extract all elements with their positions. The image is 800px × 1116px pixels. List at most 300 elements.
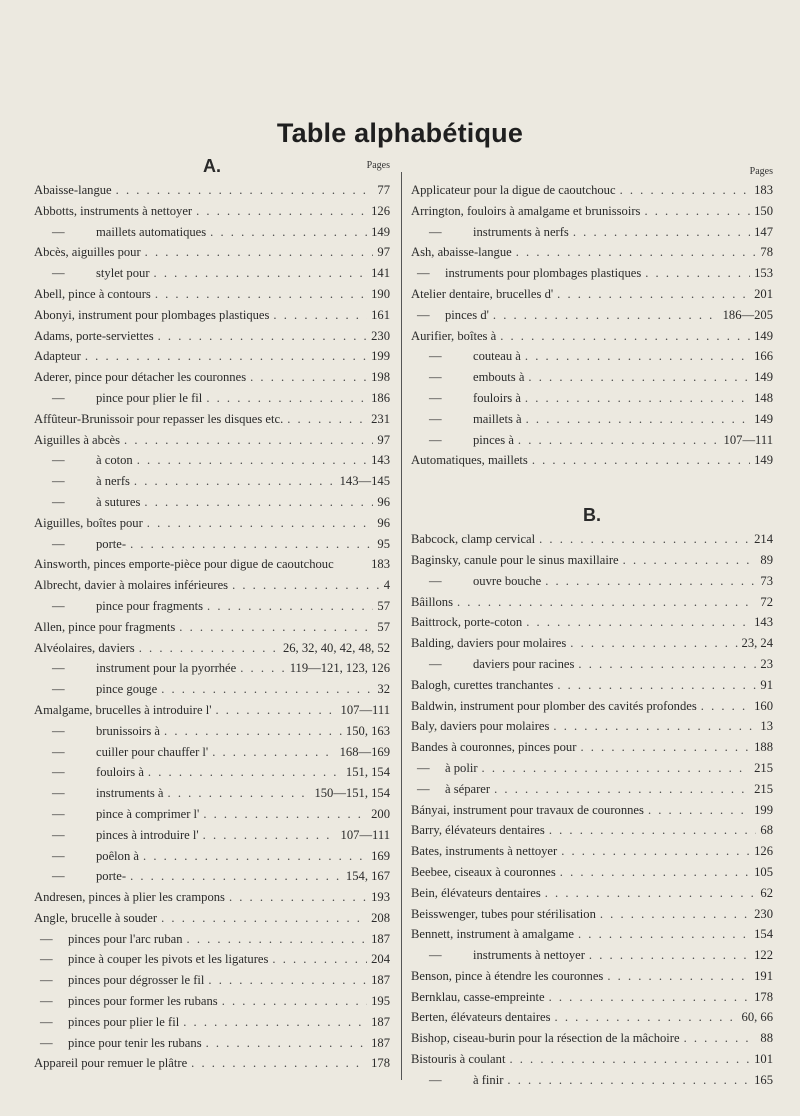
entry-page: 77 — [377, 183, 390, 197]
entry-page: 201 — [754, 286, 773, 301]
index-entry — [411, 800, 773, 821]
entry-text: embouts à — [473, 370, 525, 385]
entry-page: 107—111 — [340, 827, 390, 842]
dot-leader — [578, 654, 756, 675]
index-entry — [411, 529, 773, 550]
entry-page: 32 — [377, 682, 390, 697]
entry-name — [34, 991, 218, 1012]
entry-text: à nerfs — [96, 474, 130, 489]
entry-page: 168—169 — [339, 744, 390, 759]
entry-page: 149 — [371, 224, 390, 239]
entry-text: Automatiques, maillets — [411, 453, 528, 468]
entry-name — [34, 1012, 179, 1033]
index-entry — [34, 949, 390, 970]
entry-page: 199 — [754, 802, 773, 817]
entry-page: 214 — [754, 532, 773, 547]
entry-text: Bernklau, casse-empreinte — [411, 989, 545, 1004]
entry-page: 23, 24 — [741, 636, 773, 651]
dot-leader — [623, 550, 757, 571]
entry-text: pinces pour dégrosser le fil — [68, 973, 205, 988]
dot-leader — [191, 1053, 367, 1074]
entry-name — [34, 825, 199, 846]
dot-leader — [203, 804, 367, 825]
dot-leader — [229, 887, 367, 908]
entry-page: 165 — [754, 1072, 773, 1087]
entry-page: 215 — [754, 781, 773, 796]
index-entry — [411, 571, 773, 592]
dot-leader — [206, 1033, 368, 1054]
entry-page: 57 — [377, 598, 390, 613]
entry-text: pince à comprimer l' — [96, 806, 200, 821]
entry-text: stylet pour — [96, 266, 150, 281]
page-title: Table alphabétique — [276, 118, 524, 148]
entry-name — [411, 550, 619, 571]
entry-name — [34, 970, 204, 991]
dash-mark: — — [52, 827, 65, 842]
entry-name — [411, 904, 596, 925]
entry-page: 149 — [754, 328, 773, 343]
index-entry — [411, 841, 773, 862]
entry-page: 150 — [754, 203, 773, 218]
entry-text: Angle, brucelle à souder — [34, 910, 158, 925]
dot-leader — [644, 201, 750, 222]
entry-page: 187 — [371, 973, 390, 988]
entry-page: 95 — [377, 536, 390, 551]
entry-text: instrument pour la pyorrhée — [96, 661, 237, 676]
entry-page: 122 — [754, 948, 773, 963]
entry-name — [411, 987, 545, 1008]
entry-page: 166 — [754, 349, 773, 364]
dash-mark: — — [40, 1014, 53, 1029]
index-entry — [34, 1053, 390, 1074]
index-entry — [34, 783, 390, 804]
entry-text: Aiguilles à abcès — [34, 432, 121, 447]
dash-mark: — — [52, 224, 65, 239]
entry-page: 230 — [371, 328, 390, 343]
dot-leader — [457, 592, 756, 613]
dot-leader — [500, 326, 750, 347]
index-entry — [34, 700, 390, 721]
index-entry — [34, 596, 390, 617]
dot-leader — [145, 242, 374, 263]
entry-name — [34, 388, 202, 409]
entry-text: pince pour fragments — [96, 598, 204, 613]
entry-page: 178 — [754, 989, 773, 1004]
entry-page: 97 — [377, 432, 390, 447]
entry-page: 230 — [754, 906, 773, 921]
dash-mark: — — [52, 390, 65, 405]
entry-text: à finir — [473, 1072, 504, 1087]
entry-text: Aderer, pince pour détacher les couronnes — [34, 370, 247, 385]
entry-text: Bandes à couronnes, pinces pour — [411, 740, 577, 755]
entry-text: Barry, élévateurs dentaires — [411, 823, 545, 838]
entry-text: fouloirs à — [473, 390, 521, 405]
entry-page: 89 — [760, 552, 773, 567]
index-entry — [34, 284, 390, 305]
dash-mark: — — [429, 573, 442, 588]
entry-page: 141 — [371, 266, 390, 281]
dot-leader — [648, 800, 750, 821]
entry-name — [411, 367, 524, 388]
dash-mark: — — [429, 432, 442, 447]
entry-name — [411, 305, 489, 326]
entry-name — [34, 1033, 202, 1054]
entry-name — [411, 800, 644, 821]
entry-page: 60, 66 — [741, 1010, 773, 1025]
entry-text: Bein, élévateurs dentaires — [411, 885, 541, 900]
dash-mark: — — [429, 411, 442, 426]
entry-name — [34, 284, 151, 305]
left-column — [34, 156, 390, 1074]
entry-name — [411, 529, 535, 550]
entry-name — [34, 887, 225, 908]
dot-leader — [528, 367, 750, 388]
index-entry — [411, 180, 773, 201]
index-entry — [411, 820, 773, 841]
entry-name — [411, 883, 541, 904]
entry-text: Affûteur-Brunissoir pour repasser les disques etc. — [34, 411, 284, 426]
section-letter: B. — [583, 505, 601, 526]
entry-text: Adams, porte-serviettes — [34, 328, 154, 343]
entry-text: Bishop, ciseau-burin pour la résection de la mâchoire — [411, 1031, 680, 1046]
entry-page: 150—151, 154 — [314, 786, 390, 801]
dash-mark: — — [52, 661, 65, 676]
entry-page: 68 — [760, 823, 773, 838]
dot-leader — [222, 991, 367, 1012]
dash-mark: — — [429, 1072, 442, 1087]
entry-text: Aurifier, boîtes à — [411, 328, 497, 343]
entry-text: Andresen, pinces à plier les crampons — [34, 890, 225, 905]
index-entry — [411, 862, 773, 883]
entry-text: porte- — [96, 869, 127, 884]
entry-page: 73 — [760, 573, 773, 588]
entry-text: instruments à — [96, 786, 164, 801]
index-entry — [34, 825, 390, 846]
entry-page: 126 — [754, 844, 773, 859]
entry-text: Bates, instruments à nettoyer — [411, 844, 558, 859]
entry-page: 183 — [754, 183, 773, 197]
entry-page: 143—145 — [339, 474, 390, 489]
entry-name — [411, 654, 574, 675]
entry-text: maillets automatiques — [96, 224, 207, 239]
dash-mark: — — [52, 765, 65, 780]
dot-leader — [494, 779, 750, 800]
entry-page: 143 — [371, 453, 390, 468]
index-list-left — [34, 180, 390, 1074]
entry-name — [34, 534, 126, 555]
entry-text: cuiller pour chauffer l' — [96, 744, 209, 759]
section-header-b — [411, 505, 773, 529]
dot-leader — [557, 675, 756, 696]
entry-name — [411, 180, 616, 201]
entry-text: Abcès, aiguilles pour — [34, 245, 141, 260]
entry-name — [34, 679, 157, 700]
entry-page: 183 — [371, 557, 390, 572]
entry-name — [411, 696, 697, 717]
dash-mark: — — [52, 494, 65, 509]
entry-name — [34, 596, 203, 617]
entry-name — [34, 513, 143, 534]
entry-name — [34, 554, 334, 575]
entry-name — [411, 242, 512, 263]
entry-name — [411, 388, 521, 409]
section-letter: A. — [203, 156, 221, 176]
entry-text: Bányai, instrument pour travaux de couronnes — [411, 802, 644, 817]
entry-page: 149 — [754, 453, 773, 468]
index-entry — [34, 908, 390, 929]
dot-leader — [215, 700, 336, 721]
index-entry — [34, 430, 390, 451]
entry-name — [34, 180, 112, 201]
index-entry — [411, 1028, 773, 1049]
entry-name — [34, 929, 183, 950]
entry-text: Baginsky, canule pour le sinus maxillaire — [411, 552, 619, 567]
entry-text: Babcock, clamp cervical — [411, 532, 536, 547]
entry-page: 160 — [754, 698, 773, 713]
dot-leader — [539, 529, 750, 550]
dot-leader — [208, 970, 367, 991]
entry-page: 107—111 — [340, 702, 390, 717]
index-entry — [34, 742, 390, 763]
entry-page: 96 — [377, 515, 390, 530]
entry-name — [34, 242, 141, 263]
index-entry — [411, 654, 773, 675]
index-entry — [34, 762, 390, 783]
dash-mark: — — [429, 948, 442, 963]
entry-name — [411, 1007, 551, 1028]
index-entry — [411, 737, 773, 758]
entry-text: Allen, pince pour fragments — [34, 619, 176, 634]
entry-text: daviers pour racines — [473, 656, 575, 671]
dot-leader — [573, 222, 750, 243]
entry-text: pinces à — [473, 432, 514, 447]
index-entry — [34, 575, 390, 596]
index-entry — [411, 633, 773, 654]
entry-text: instruments pour plombages plastiques — [445, 266, 642, 281]
dot-leader — [525, 346, 750, 367]
entry-name — [411, 346, 521, 367]
index-entry — [411, 758, 773, 779]
dot-leader — [607, 966, 750, 987]
entry-name — [34, 263, 150, 284]
dot-leader — [179, 617, 373, 638]
entry-text: Beisswenger, tubes pour stérilisation — [411, 906, 596, 921]
entry-page: 143 — [754, 615, 773, 630]
index-entry — [34, 409, 390, 430]
entry-page: 150, 163 — [345, 723, 390, 738]
entry-name — [411, 779, 490, 800]
entry-page: 215 — [754, 760, 773, 775]
entry-name — [411, 966, 603, 987]
index-entry — [411, 612, 773, 633]
index-entry — [34, 970, 390, 991]
dot-leader — [155, 284, 367, 305]
dash-mark: — — [429, 656, 442, 671]
index-entry — [411, 388, 773, 409]
entry-text: pinces pour plier le fil — [68, 1014, 180, 1029]
index-entry — [34, 346, 390, 367]
entry-text: Baldwin, instrument pour plomber des cavités profondes — [411, 698, 697, 713]
dash-mark: — — [417, 760, 430, 775]
entry-text: pince pour tenir les rubans — [68, 1035, 202, 1050]
dash-mark: — — [429, 370, 442, 385]
dot-leader — [526, 409, 750, 430]
dot-leader — [212, 742, 335, 763]
entry-name — [34, 575, 228, 596]
entry-text: Baly, daviers pour molaires — [411, 719, 550, 734]
entry-page: 101 — [754, 1052, 773, 1067]
dot-leader — [168, 783, 311, 804]
index-entry — [34, 929, 390, 950]
dot-leader — [532, 450, 750, 471]
section-header-a — [34, 156, 390, 180]
entry-text: porte- — [96, 536, 127, 551]
entry-text: Bistouris à coulant — [411, 1052, 506, 1067]
dash-mark: — — [52, 744, 65, 759]
entry-page: 154, 167 — [345, 869, 390, 884]
entry-text: pinces pour l'arc ruban — [68, 931, 183, 946]
entry-page: 187 — [371, 1014, 390, 1029]
entry-name — [34, 305, 269, 326]
index-entry — [34, 263, 390, 284]
entry-page: 96 — [377, 494, 390, 509]
index-entry — [34, 492, 390, 513]
entry-name — [34, 949, 268, 970]
index-entry — [34, 679, 390, 700]
dash-mark: — — [429, 349, 442, 364]
entry-page: 62 — [760, 885, 773, 900]
entry-page: 107—111 — [723, 432, 773, 447]
dot-leader — [493, 305, 719, 326]
entry-text: Amalgame, brucelles à introduire l' — [34, 702, 212, 717]
index-entry — [34, 180, 390, 201]
entry-text: Ainsworth, pinces emporte-pièce pour digue de caoutchouc — [34, 557, 334, 572]
entry-name — [411, 326, 496, 347]
dot-leader — [600, 904, 750, 925]
entry-name — [411, 841, 557, 862]
index-entry — [34, 222, 390, 243]
entry-text: Alvéolaires, daviers — [34, 640, 135, 655]
dash-mark: — — [52, 682, 65, 697]
dot-leader — [116, 180, 374, 201]
dot-leader — [507, 1070, 750, 1091]
entry-text: Abbotts, instruments à nettoyer — [34, 203, 193, 218]
entry-name — [34, 222, 206, 243]
dot-leader — [526, 612, 750, 633]
entry-text: Adapteur — [34, 349, 81, 364]
dot-leader — [148, 762, 342, 783]
entry-name — [411, 592, 453, 613]
entry-name — [34, 430, 120, 451]
entry-name — [411, 945, 585, 966]
entry-page: 178 — [371, 1056, 390, 1071]
entry-name — [34, 617, 175, 638]
dot-leader — [578, 924, 750, 945]
dot-leader — [203, 825, 337, 846]
entry-text: Balding, daviers pour molaires — [411, 636, 567, 651]
entry-page: 26, 32, 40, 42, 48, 52 — [282, 640, 390, 655]
entry-page: 154 — [754, 927, 773, 942]
entry-text: ouvre bouche — [473, 573, 542, 588]
entry-name — [411, 612, 522, 633]
index-entry — [411, 201, 773, 222]
dot-leader — [570, 633, 737, 654]
entry-name — [411, 758, 478, 779]
dash-mark: — — [52, 453, 65, 468]
entry-page: 199 — [371, 349, 390, 364]
entry-name — [411, 820, 545, 841]
entry-page: 4 — [383, 578, 390, 593]
entry-name — [411, 675, 553, 696]
entry-page: 198 — [371, 370, 390, 385]
index-entry — [411, 430, 773, 451]
entry-name — [411, 571, 541, 592]
entry-page: 147 — [754, 224, 773, 239]
entry-name — [411, 862, 556, 883]
entry-name — [411, 450, 528, 471]
entry-page: 91 — [760, 677, 773, 692]
entry-text: pince à couper les pivots et les ligatures — [68, 952, 269, 967]
index-entry — [34, 201, 390, 222]
entry-page: 151, 154 — [345, 765, 390, 780]
index-entry — [411, 675, 773, 696]
dot-leader — [206, 388, 367, 409]
pages-label: Pages — [366, 160, 390, 171]
entry-text: pince gouge — [96, 682, 158, 697]
index-entry — [34, 866, 390, 887]
entry-name — [34, 346, 81, 367]
dot-leader — [557, 284, 750, 305]
index-entry — [411, 883, 773, 904]
dash-mark: — — [429, 390, 442, 405]
dot-leader — [525, 388, 750, 409]
entry-text: instruments à nettoyer — [473, 948, 585, 963]
index-entry — [34, 242, 390, 263]
index-entry — [411, 550, 773, 571]
entry-name — [34, 326, 154, 347]
entry-text: Baittrock, porte-coton — [411, 615, 523, 630]
entry-text: Applicateur pour la digue de caoutchouc — [411, 183, 616, 197]
entry-name — [411, 1070, 503, 1091]
index-entry — [411, 696, 773, 717]
dot-leader — [143, 846, 367, 867]
dash-mark: — — [52, 266, 65, 281]
dot-leader — [645, 263, 750, 284]
dot-leader — [553, 716, 756, 737]
pages-header-right — [411, 160, 773, 180]
entry-page: 105 — [754, 864, 773, 879]
index-entry — [34, 326, 390, 347]
entry-name — [34, 700, 211, 721]
dot-leader — [516, 242, 757, 263]
dot-leader — [620, 180, 751, 201]
entry-name — [34, 762, 144, 783]
entry-page: 169 — [371, 848, 390, 863]
index-entry — [411, 592, 773, 613]
entry-page: 193 — [371, 890, 390, 905]
entry-name — [34, 471, 130, 492]
entry-text: instruments à nerfs — [473, 224, 569, 239]
entry-name — [411, 263, 641, 284]
entry-text: à séparer — [445, 781, 491, 796]
entry-name — [411, 222, 569, 243]
index-entry — [34, 513, 390, 534]
entry-name — [34, 409, 283, 430]
entry-name — [34, 721, 160, 742]
index-entry — [34, 846, 390, 867]
entry-page: 97 — [377, 245, 390, 260]
entry-page: 161 — [371, 307, 390, 322]
